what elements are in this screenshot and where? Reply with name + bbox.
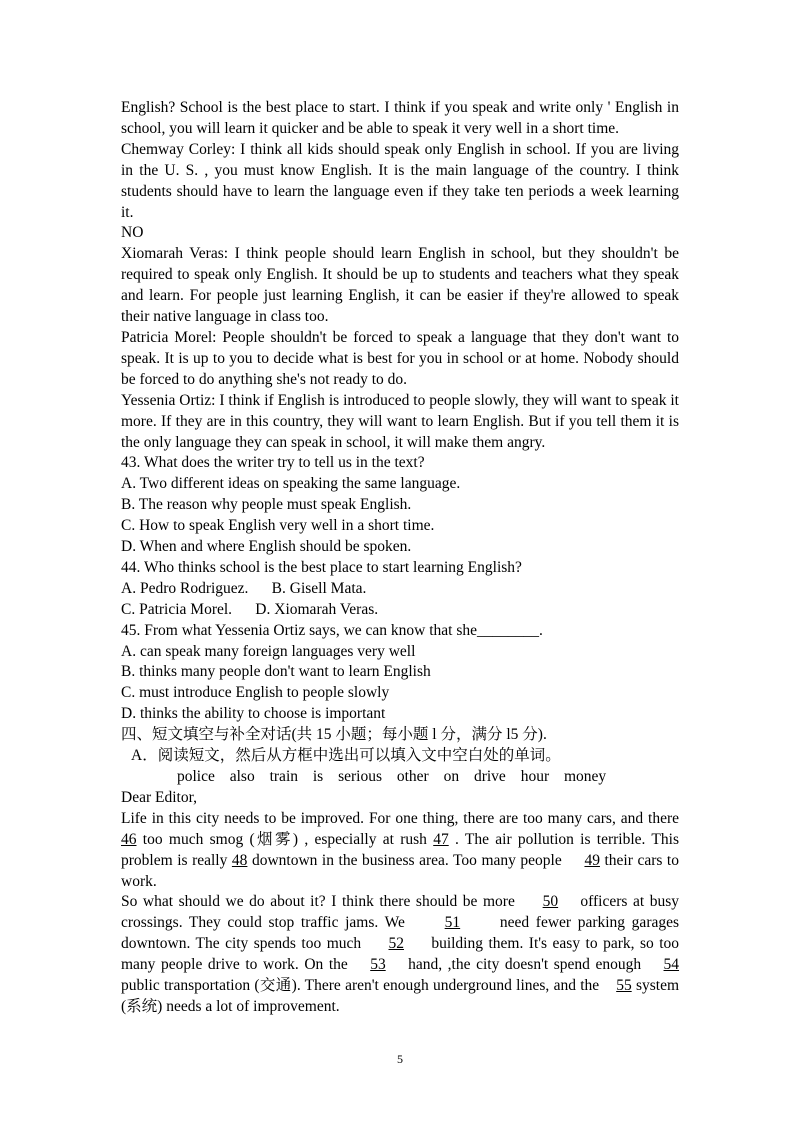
question-option: B. The reason why people must speak English. — [121, 496, 412, 514]
paragraph-yessenia-ortiz: Yessenia Ortiz: I think if English is introduced to people slowly, they will want to speak it more. If they are in this country, they will want to learn English. But if you tell them it is the only language they can speak in school, it will make them angry. — [121, 391, 679, 451]
question-option: D. When and where English should be spoken. — [121, 538, 412, 556]
letter-text: hand, ,the city doesn't spend enough — [402, 956, 647, 974]
blank-47: 47 — [433, 830, 449, 848]
question-option: A. Two different ideas on speaking the same language. — [121, 475, 461, 493]
question-option: A. Pedro Rodriguez. B. Gisell Mata. — [121, 579, 367, 597]
blank-55: 55 — [616, 977, 632, 995]
letter-text: their cars to work. — [121, 851, 679, 890]
blank-46: 46 — [121, 830, 137, 848]
question-45 — [121, 621, 679, 726]
question-option: D. thinks the ability to choose is important — [121, 705, 386, 723]
question-stem: 44. Who thinks school is the best place to start learning English? — [121, 558, 522, 576]
blank-53: 53 — [370, 956, 386, 974]
blank-50: 50 — [542, 893, 559, 911]
question-option: B. thinks many people don't want to learn English — [121, 663, 431, 681]
letter-text: system (系统) needs a lot of improvement. — [121, 977, 680, 1015]
question-option: A. can speak many foreign languages very well — [121, 642, 416, 660]
paragraph-chemway-corley: Chemway Corley: I think all kids should speak only English in school. If you are living in the U. S. , you must know English. It is the main language of the country. I think students should have to learn the language even if they take ten periods a week learning it. — [121, 140, 679, 221]
blank-54: 54 — [663, 956, 680, 974]
question-43 — [121, 453, 679, 558]
letter-text: need fewer parking garages downtown. The city spends too much — [121, 914, 680, 953]
letter-paragraph-2 — [121, 892, 679, 1017]
paragraph-no-heading: NO — [121, 224, 144, 242]
letter-text: . The air pollution is terrible. This problem is really — [121, 830, 679, 869]
blank-48: 48 — [231, 851, 248, 869]
letter-text: Life in this city needs to be improved. For one thing, there are too many cars, and there — [121, 809, 679, 827]
paragraph-intro: English? School is the best place to start. I think if you speak and write only ' English in school, you will learn it quicker and be able to speak it very well in a short time. — [121, 99, 679, 137]
section-instructions: A．阅读短文，然后从方框中选出可以填入文中空白处的单词。 — [131, 747, 561, 765]
question-option: C. Patricia Morel. D. Xiomarah Veras. — [121, 600, 379, 618]
letter-text: officers at busy crossings. They could stop traffic jams. We — [121, 893, 679, 932]
letter-text: downtown in the business area. Too many people — [247, 851, 567, 869]
letter-text: building them. It's easy to park, so too many people drive to work. On the — [121, 935, 680, 974]
letter-text: public transportation (交通). There aren't enough underground lines, and the — [121, 977, 604, 995]
page-content — [121, 98, 679, 1018]
question-stem: 43. What does the writer try to tell us in the text? — [121, 454, 425, 472]
word-bank: police also train is serious other on drive hour money — [177, 768, 607, 785]
blank-52: 52 — [388, 935, 404, 953]
question-stem: 45. From what Yessenia Ortiz says, we can know that she________. — [121, 621, 543, 639]
paragraph-xiomarah-veras: Xiomarah Veras: I think people should learn English in school, but they shouldn't be required to speak only English. It should be up to students and teachers what they speak and learn. For people just learning English, it can be easier if they're allowed to speak their native language in class too. — [121, 245, 679, 326]
section-heading: 四、短文填空与补全对话(共 15 小题；每小题 l 分，满分 l5 分). — [121, 726, 547, 744]
letter-paragraph-1 — [121, 809, 679, 893]
page-number: 5 — [397, 1052, 403, 1066]
question-44 — [121, 558, 679, 621]
blank-51: 51 — [444, 914, 461, 932]
letter-greeting: Dear Editor, — [121, 788, 197, 806]
paragraph-patricia-morel: Patricia Morel: People shouldn't be forced to speak a language that they don't want to speak. It is up to you to decide what is best for you in school or at home. Nobody should be forced to do anything she's not ready to do. — [121, 328, 679, 388]
blank-49: 49 — [584, 851, 600, 869]
question-option: C. How to speak English very well in a short time. — [121, 517, 435, 535]
letter-text: So what should we do about it? I think there should be more — [121, 893, 521, 911]
question-option: C. must introduce English to people slowly — [121, 684, 390, 702]
letter-text: too much smog (烟雾) , especially at rush — [136, 830, 434, 848]
